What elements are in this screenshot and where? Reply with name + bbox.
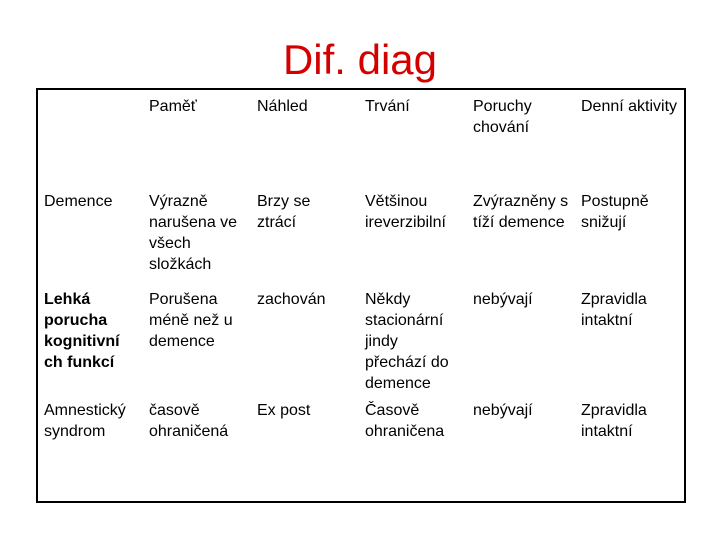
table-row — [37, 185, 685, 283]
slide-title: Dif. diag — [282, 36, 438, 83]
table-cell: Zpravidla intaktní — [581, 291, 647, 329]
table-cell: Časově ohraničena — [365, 402, 445, 440]
table-cell: Zvýrazněny s tíží demence — [473, 193, 569, 231]
header-cell-insight: Náhled — [257, 98, 308, 115]
table-cell: Výrazně narušena ve všech složkách — [149, 193, 238, 273]
table-cell: Postupně snižují — [581, 193, 649, 231]
table-cell: časově ohraničená — [149, 402, 229, 440]
row-label-dementia: Demence — [44, 193, 113, 210]
table-cell: Někdy stacionární jindy přechází do demence — [365, 291, 449, 392]
table-cell: nebývají — [473, 291, 533, 308]
row-label-amnestic: Amnestický syndrom — [44, 402, 126, 440]
table-cell: Ex post — [257, 402, 311, 419]
header-cell-duration: Trvání — [365, 98, 410, 115]
table-cell: Zpravidla intaktní — [581, 402, 647, 440]
table-cell: zachován — [257, 291, 326, 308]
diff-diagnosis-table — [36, 88, 686, 503]
header-cell-daily-activities: Denní aktivity — [581, 98, 678, 115]
header-cell-empty — [37, 89, 143, 185]
table-row — [37, 394, 685, 502]
table-cell: nebývají — [473, 402, 533, 419]
table-cell: Brzy se ztrácí — [257, 193, 311, 231]
row-label-mci: Lehká porucha kognitivní ch funkcí — [44, 291, 120, 371]
table-cell: Porušena méně než u demence — [149, 291, 233, 350]
table-header-row — [37, 89, 685, 185]
table-row — [37, 283, 685, 394]
table-cell: Většinou ireverzibilní — [365, 193, 446, 231]
header-cell-memory: Paměť — [149, 98, 197, 115]
header-cell-behavior: Poruchy chování — [473, 98, 532, 136]
